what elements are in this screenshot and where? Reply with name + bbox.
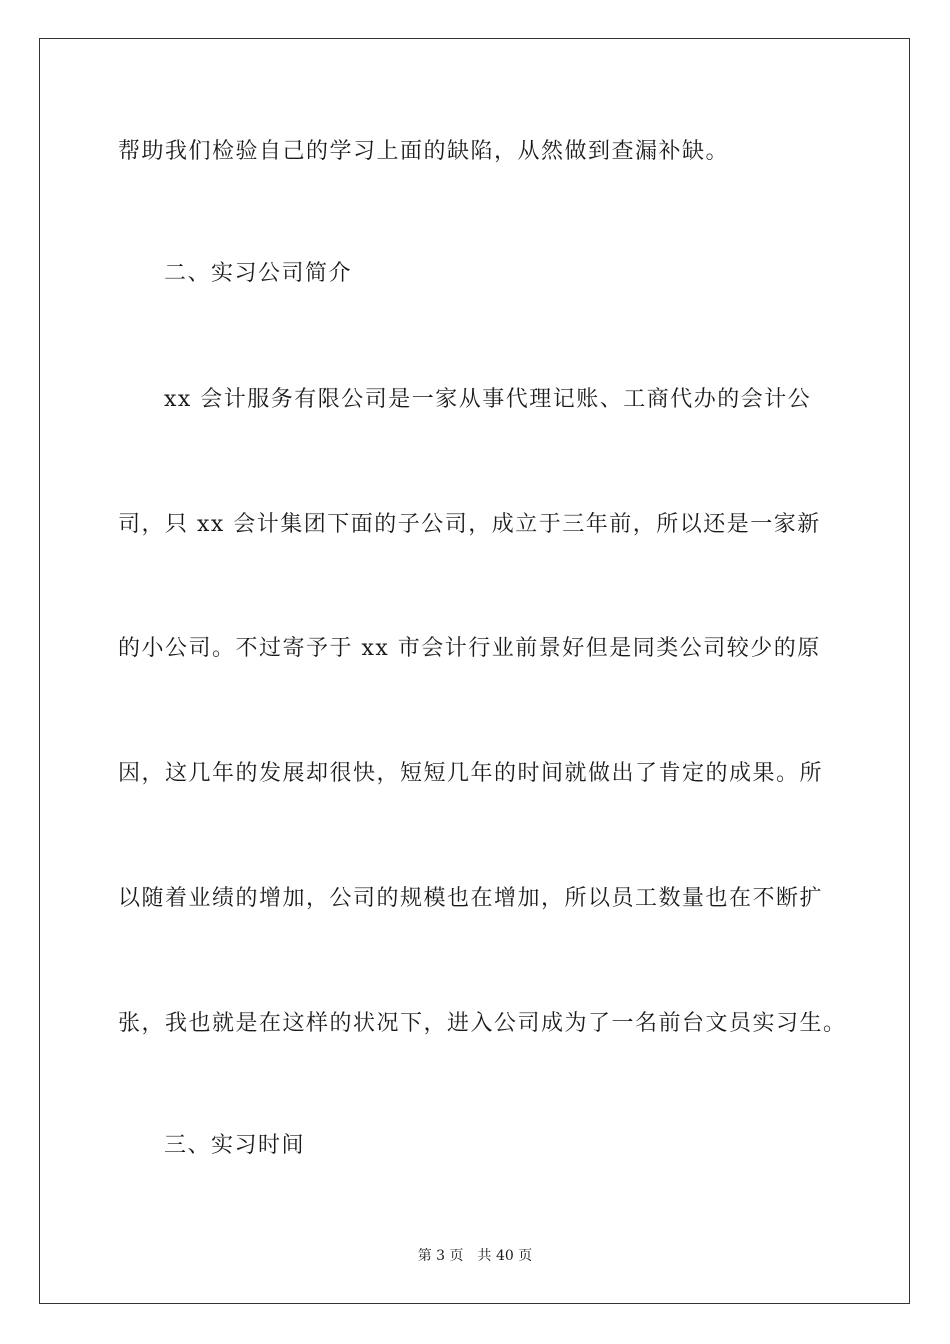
section-heading-company-intro: 二、实习公司简介 (164, 261, 353, 286)
page-frame (39, 38, 910, 1304)
body-line-3: 司，只 xx 会计集团下面的子公司，成立于三年前，所以还是一家新 (118, 512, 821, 537)
page-number: 第 3 页 (417, 1248, 464, 1264)
page-footer (0, 1246, 950, 1266)
body-line-7: 张，我也就是在这样的状况下，进入公司成为了一名前台文员实习生。 (118, 1011, 847, 1036)
body-line-1: 帮助我们检验自己的学习上面的缺陷，从然做到查漏补缺。 (118, 139, 730, 164)
body-line-5: 因，这几年的发展却很快，短短几年的时间就做出了肯定的成果。所 (118, 761, 824, 786)
body-line-6: 以随着业绩的增加，公司的规模也在增加，所以员工数量也在不断扩 (118, 886, 824, 911)
body-line-2: xx 会计服务有限公司是一家从事代理记账、工商代办的会计公 (164, 387, 812, 412)
body-line-4: 的小公司。不过寄予于 xx 市会计行业前景好但是同类公司较少的原 (118, 636, 821, 661)
page-total: 共 40 页 (477, 1248, 533, 1264)
section-heading-internship-time: 三、实习时间 (164, 1133, 306, 1158)
